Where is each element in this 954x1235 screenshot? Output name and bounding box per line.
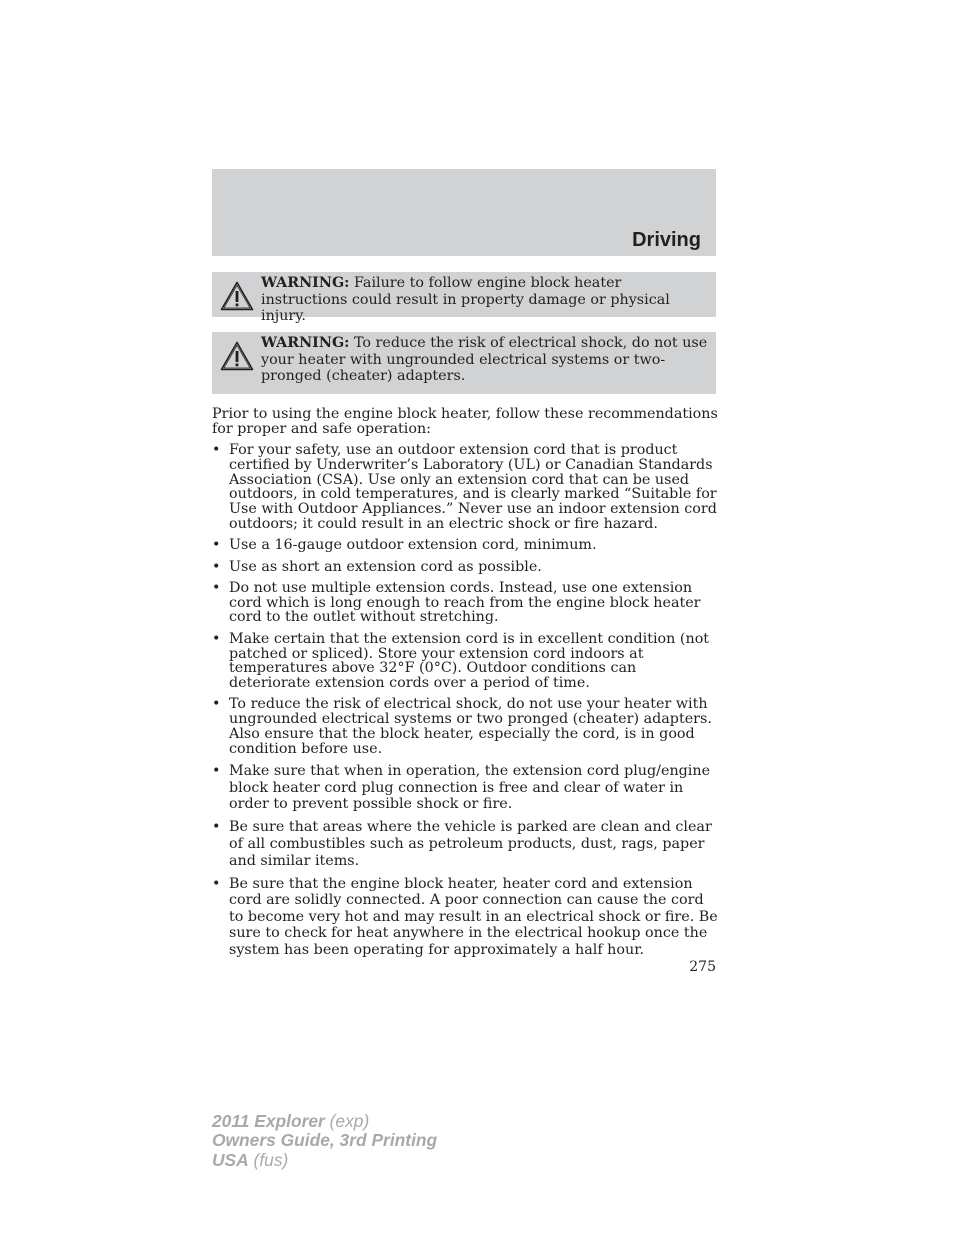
footer-market: USA (212, 1149, 249, 1170)
footer-line-guide (212, 1131, 437, 1150)
bullet-icon: • (212, 696, 221, 713)
warning-box-block-heater (212, 272, 716, 325)
list-item-text: Be sure that the engine block heater, heater cord and extension cord are solidly connected. A poor connection can cause the cord to become very hot and may result in an electrical shock or fire. Be sure to check for heat anywhere in the electrical hookup once the system has been operating for approximately a half hour. (229, 875, 718, 959)
footer-line-model (212, 1112, 437, 1131)
list-item (212, 697, 722, 756)
footer-model-code: (exp) (324, 1111, 370, 1131)
footer-guide: Owners Guide, 3rd Printing (212, 1130, 438, 1151)
warning-text: Failure to follow engine block heater instructions could result in property damage or physical injury. (261, 275, 670, 325)
bullet-icon: • (212, 558, 221, 575)
list-item (212, 443, 722, 532)
intro-paragraph: Prior to using the engine block heater, follow these recommendations for proper and safe operation: (212, 406, 718, 437)
bullet-icon: • (212, 579, 221, 596)
list-item (212, 819, 722, 869)
bullet-icon: • (212, 819, 221, 836)
document-footer (212, 1112, 437, 1170)
list-item-text: Make sure that when in operation, the extension cord plug/engine block heater cord plug connection is free and clear of water in order to prevent possible shock or fire. (229, 763, 711, 813)
list-item (212, 560, 722, 575)
list-item-text: Do not use multiple extension cords. Instead, use one extension cord which is long enough to reach from the engine block heater cord to the outlet without stretching. (229, 579, 701, 626)
list-item-text: Make certain that the extension cord is in excellent condition (not patched or spliced). Store your extension cord indoors at temperatures above 32°F (0°C). Outdoor conditions can deteriorate extension cords over a period of time. (229, 630, 710, 692)
bullet-icon: • (212, 442, 221, 458)
footer-model: 2011 Explorer (212, 1111, 325, 1131)
warning-text: To reduce the risk of electrical shock, do not use your heater with ungrounded electrical systems or two-pronged (cheater) adapters. (261, 335, 708, 385)
page-number: 275 (689, 959, 716, 975)
warning-label: WARNING: (261, 275, 350, 291)
footer-line-market (212, 1151, 437, 1170)
bullet-icon: • (212, 537, 221, 554)
footer-market-code: (fus) (248, 1149, 289, 1170)
list-item (212, 538, 722, 553)
list-item (212, 876, 722, 959)
recommendations-list (212, 443, 722, 965)
list-item-text: To reduce the risk of electrical shock, do not use your heater with ungrounded electrical systems or two pronged (cheater) adapters. Also ensure that the block heater, especially the cord, is in good condition before use. (229, 696, 712, 757)
list-item-text: Use as short an extension cord as possible. (229, 558, 542, 575)
list-item-text: Be sure that areas where the vehicle is parked are clean and clear of all combustibles such as petroleum products, dust, rags, paper and similar items. (229, 819, 712, 869)
list-item-text: Use a 16-gauge outdoor extension cord, minimum. (229, 537, 597, 554)
bullet-icon: • (212, 763, 221, 780)
bullet-icon: • (212, 875, 221, 892)
list-item (212, 763, 722, 813)
list-item (212, 581, 722, 625)
warning-box-electrical-shock (212, 332, 716, 394)
bullet-icon: • (212, 630, 221, 647)
warning-triangle-icon (220, 281, 254, 311)
warning-label: WARNING: (261, 335, 350, 351)
section-header-band (212, 169, 716, 256)
list-item-text: For your safety, use an outdoor extension cord that is product certified by Underwriter’s Laboratory (UL) or Canadian Standards Association (CSA). Use only an extension cord that can be used outdoors, in cold temperatures, and is clearly marked “Suitable for Use with Outdoor Appliances.” Never use an indoor extension cord outdoors; it could result in an electric shock or fire hazard. (229, 442, 717, 532)
list-item (212, 632, 722, 691)
warning-triangle-icon (220, 341, 254, 371)
section-title: Driving (632, 229, 701, 251)
